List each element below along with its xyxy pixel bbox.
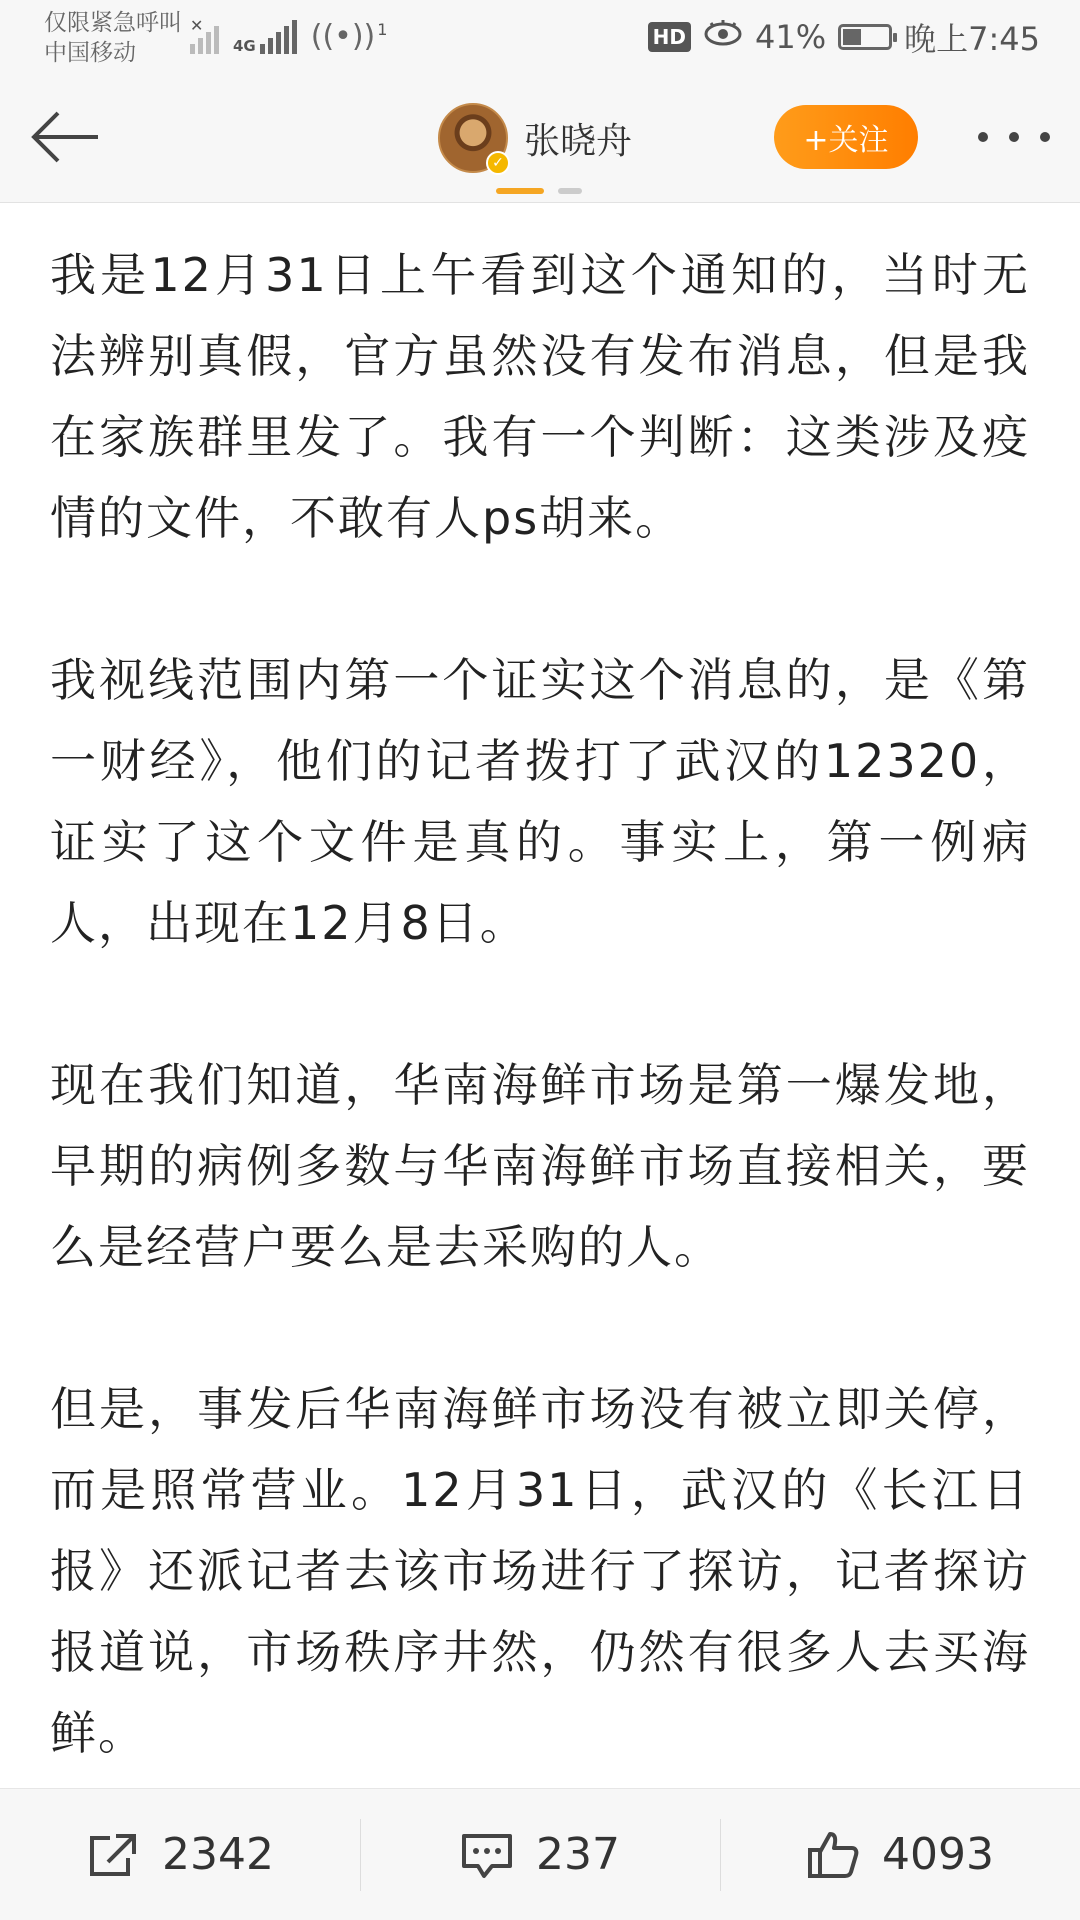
like-count: 4093 (882, 1829, 994, 1880)
like-button[interactable] (720, 1789, 1080, 1920)
arrow-left-icon (28, 105, 104, 169)
page-indicator-active (496, 188, 544, 194)
author-name[interactable]: 张晓舟 (524, 120, 633, 162)
carrier-info (44, 8, 182, 68)
post-header (0, 75, 1080, 203)
post-paragraph: 我是12月31日上午看到这个通知的，当时无法辨别真假，官方虽然没有发布消息，但是我在家族群里发了。我有一个判断：这类涉及疫情的文件，不敢有人ps胡来。 (50, 248, 1030, 545)
follow-button[interactable]: +关注 (774, 105, 918, 169)
more-dots-icon (978, 132, 988, 142)
comment-count: 237 (536, 1829, 620, 1880)
thumbs-up-icon (806, 1830, 860, 1880)
post-paragraph: 我视线范围内第一个证实这个消息的，是《第一财经》，他们的记者拨打了武汉的12320，证实了这个文件是真的。事实上，第一例病人，出现在12月8日。 (50, 653, 1030, 950)
network-type: 4G (233, 37, 256, 55)
comment-button[interactable] (360, 1789, 720, 1920)
eye-care-icon (703, 18, 743, 56)
repost-button[interactable] (0, 1789, 360, 1920)
signal-indicators (190, 14, 387, 54)
post-paragraph: 但是，事发后华南海鲜市场没有被立即关停，而是照常营业。12月31日，武汉的《长江日报》还派记者去该市场进行了探访，记者探访报道说，市场秩序井然，仍然有很多人去买海鲜。 (50, 1382, 1030, 1760)
page-indicator (496, 188, 582, 194)
carrier-name: 中国移动 (44, 40, 136, 66)
hotspot-indicator (311, 20, 388, 54)
hotspot-icon: ((•)) (310, 19, 376, 54)
status-right (648, 12, 1040, 62)
back-button[interactable] (28, 105, 104, 169)
battery-percent: 41% (755, 18, 827, 56)
avatar[interactable] (438, 103, 508, 173)
hd-icon: HD (648, 22, 691, 52)
more-button[interactable] (978, 123, 1050, 151)
repost-count: 2342 (162, 1829, 274, 1880)
page-indicator-inactive (558, 188, 582, 194)
clock: 晚上7:45 (904, 20, 1040, 58)
comment-bubble-icon (460, 1830, 514, 1880)
action-bar (0, 1788, 1080, 1920)
sim1-signal (190, 16, 219, 54)
battery-icon (838, 24, 892, 50)
author-info[interactable] (438, 103, 632, 173)
hotspot-count: 1 (377, 20, 388, 39)
share-arrow-icon (86, 1830, 140, 1880)
post-paragraph: 现在我们知道，华南海鲜市场是第一爆发地，早期的病例多数与华南海鲜市场直接相关，要么是经营户要么是去采购的人。 (50, 1058, 1030, 1274)
no-signal-x-icon: ✕ (190, 16, 204, 35)
signal-bars-icon (260, 20, 297, 54)
status-bar (0, 0, 1080, 75)
post-content (50, 235, 1030, 1774)
sim2-signal (233, 20, 297, 54)
carrier-emergency-text: 仅限紧急呼叫 (44, 10, 182, 36)
verified-badge-icon: ✓ (486, 151, 510, 175)
